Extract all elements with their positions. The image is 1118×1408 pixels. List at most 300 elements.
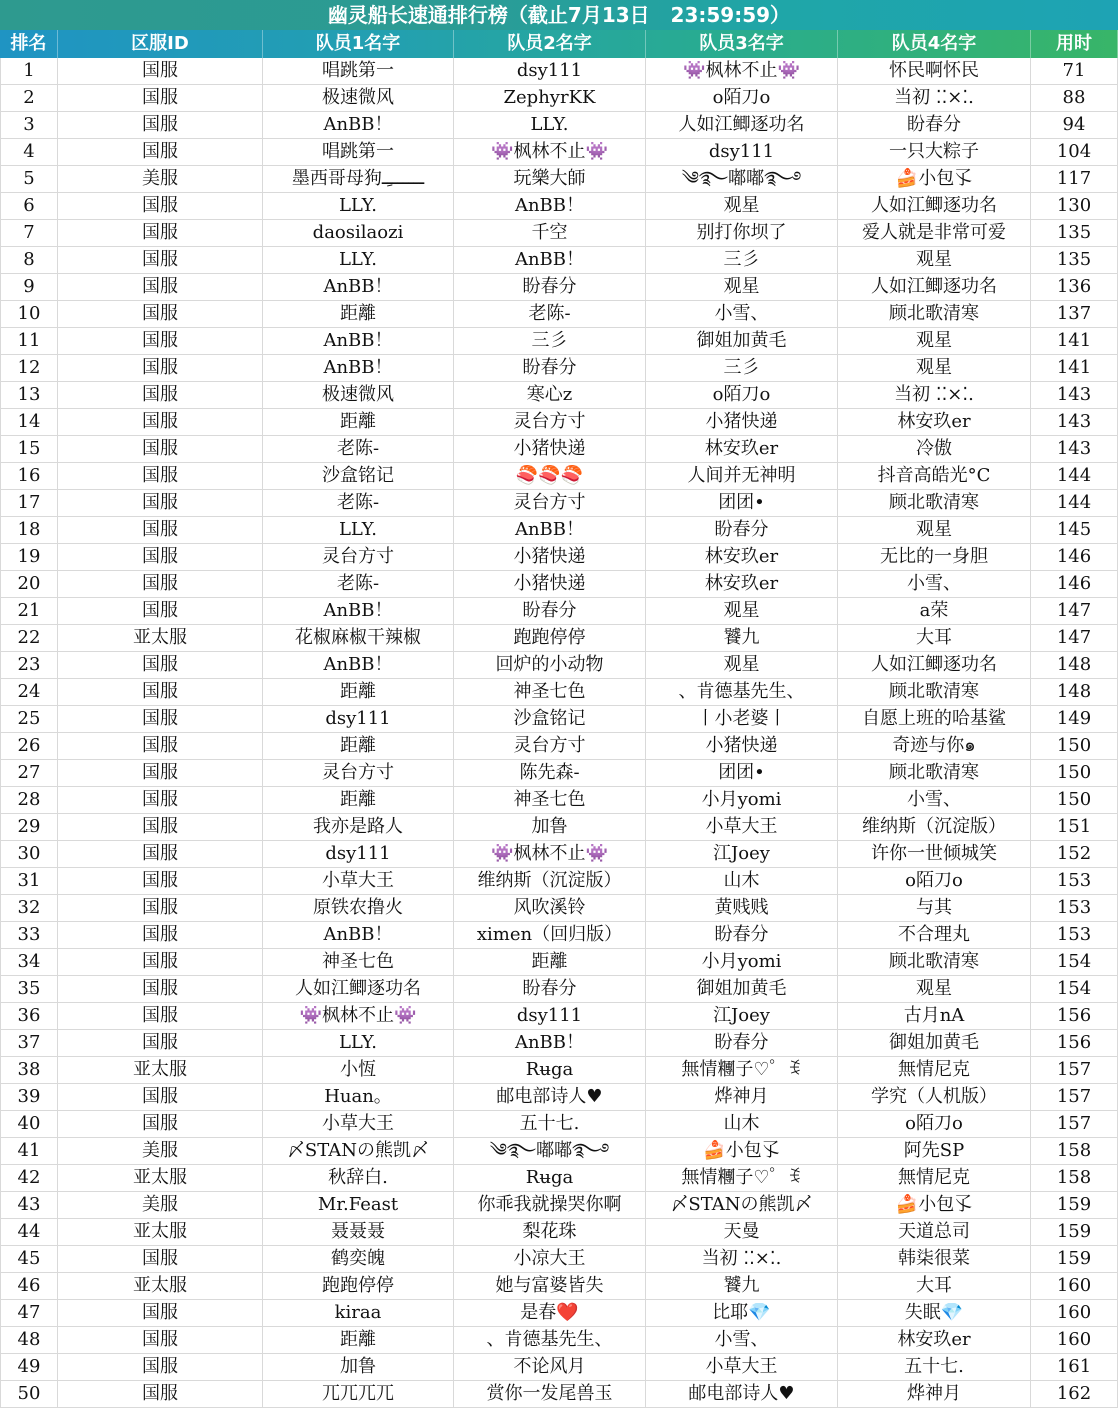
member2-cell[interactable]: 灵台方寸 bbox=[454, 733, 646, 759]
rank-cell[interactable]: 23 bbox=[0, 652, 58, 678]
member2-cell[interactable]: 神圣七色 bbox=[454, 679, 646, 705]
member1-cell[interactable]: 老陈- bbox=[263, 571, 454, 597]
member3-cell[interactable]: 邮电部诗人♥ bbox=[646, 1381, 838, 1407]
member4-cell[interactable]: a荣 bbox=[838, 598, 1031, 624]
member4-cell[interactable]: 维纳斯（沉淀版） bbox=[838, 814, 1031, 840]
member2-cell[interactable]: 风吹溪铃 bbox=[454, 895, 646, 921]
time-cell[interactable]: 161 bbox=[1031, 1354, 1118, 1380]
server-cell[interactable]: 国服 bbox=[58, 571, 263, 597]
time-cell[interactable]: 152 bbox=[1031, 841, 1118, 867]
member2-cell[interactable]: LLY. bbox=[454, 112, 646, 138]
member1-cell[interactable]: 小草大王 bbox=[263, 868, 454, 894]
member1-cell[interactable]: LLY. bbox=[263, 193, 454, 219]
member4-cell[interactable]: 怀民啊怀民 bbox=[838, 58, 1031, 84]
rank-cell[interactable]: 42 bbox=[0, 1165, 58, 1191]
member1-cell[interactable]: Huan。 bbox=[263, 1084, 454, 1110]
rank-cell[interactable]: 19 bbox=[0, 544, 58, 570]
time-cell[interactable]: 141 bbox=[1031, 355, 1118, 381]
member4-cell[interactable]: 观星 bbox=[838, 355, 1031, 381]
rank-cell[interactable]: 32 bbox=[0, 895, 58, 921]
time-cell[interactable]: 150 bbox=[1031, 787, 1118, 813]
member4-cell[interactable]: 古月nA bbox=[838, 1003, 1031, 1029]
member1-cell[interactable]: 〆STANの熊凯〆 bbox=[263, 1138, 454, 1164]
member1-cell[interactable]: 唱跳第一 bbox=[263, 139, 454, 165]
member2-cell[interactable]: 寒心z bbox=[454, 382, 646, 408]
member3-cell[interactable]: 山木 bbox=[646, 868, 838, 894]
rank-cell[interactable]: 21 bbox=[0, 598, 58, 624]
time-cell[interactable]: 150 bbox=[1031, 760, 1118, 786]
member2-cell[interactable]: 神圣七色 bbox=[454, 787, 646, 813]
member4-cell[interactable]: 不合理丸 bbox=[838, 922, 1031, 948]
server-cell[interactable]: 国服 bbox=[58, 733, 263, 759]
time-cell[interactable]: 143 bbox=[1031, 436, 1118, 462]
time-cell[interactable]: 137 bbox=[1031, 301, 1118, 327]
server-cell[interactable]: 美服 bbox=[58, 1138, 263, 1164]
member4-cell[interactable]: 观星 bbox=[838, 976, 1031, 1002]
server-cell[interactable]: 国服 bbox=[58, 652, 263, 678]
member1-cell[interactable]: 人如江鲫逐功名 bbox=[263, 976, 454, 1002]
time-cell[interactable]: 144 bbox=[1031, 490, 1118, 516]
member2-cell[interactable]: 距離 bbox=[454, 949, 646, 975]
member3-cell[interactable]: 御姐加黄毛 bbox=[646, 328, 838, 354]
member1-cell[interactable]: daosilaozi bbox=[263, 220, 454, 246]
member3-cell[interactable]: 烨神月 bbox=[646, 1084, 838, 1110]
member2-cell[interactable]: ZephyrKK bbox=[454, 85, 646, 111]
member2-cell[interactable]: 盼春分 bbox=[454, 355, 646, 381]
member1-cell[interactable]: AnBB！ bbox=[263, 355, 454, 381]
member2-cell[interactable]: 小凉大王 bbox=[454, 1246, 646, 1272]
member4-cell[interactable]: 当初 ⁚⁚×⁚. bbox=[838, 85, 1031, 111]
time-cell[interactable]: 156 bbox=[1031, 1030, 1118, 1056]
member1-cell[interactable]: 灵台方寸 bbox=[263, 760, 454, 786]
member2-cell[interactable]: 加鲁 bbox=[454, 814, 646, 840]
member2-cell[interactable]: 小猪快递 bbox=[454, 544, 646, 570]
member1-cell[interactable]: AnBB！ bbox=[263, 922, 454, 948]
member3-cell[interactable]: 别打你坝了 bbox=[646, 220, 838, 246]
time-cell[interactable]: 71 bbox=[1031, 58, 1118, 84]
server-cell[interactable]: 国服 bbox=[58, 787, 263, 813]
time-cell[interactable]: 148 bbox=[1031, 679, 1118, 705]
member1-cell[interactable]: 极速微风 bbox=[263, 382, 454, 408]
rank-cell[interactable]: 36 bbox=[0, 1003, 58, 1029]
member3-cell[interactable]: 小草大王 bbox=[646, 1354, 838, 1380]
rank-cell[interactable]: 13 bbox=[0, 382, 58, 408]
member1-cell[interactable]: LLY. bbox=[263, 1030, 454, 1056]
member2-cell[interactable]: 🍣🍣🍣 bbox=[454, 463, 646, 489]
time-cell[interactable]: 146 bbox=[1031, 544, 1118, 570]
server-cell[interactable]: 国服 bbox=[58, 1354, 263, 1380]
server-cell[interactable]: 国服 bbox=[58, 436, 263, 462]
member4-cell[interactable]: 爱人就是非常可爱 bbox=[838, 220, 1031, 246]
member4-cell[interactable]: 無情尼克 bbox=[838, 1057, 1031, 1083]
rank-cell[interactable]: 41 bbox=[0, 1138, 58, 1164]
member2-cell[interactable]: 回炉的小动物 bbox=[454, 652, 646, 678]
server-cell[interactable]: 国服 bbox=[58, 1111, 263, 1137]
member4-cell[interactable]: 阿先SP bbox=[838, 1138, 1031, 1164]
member3-cell[interactable]: o陌刀o bbox=[646, 85, 838, 111]
member2-cell[interactable]: 维纳斯（沉淀版） bbox=[454, 868, 646, 894]
member4-cell[interactable]: 当初 ⁚⁚×⁚. bbox=[838, 382, 1031, 408]
member3-cell[interactable]: dsy111 bbox=[646, 139, 838, 165]
member1-cell[interactable]: 距離 bbox=[263, 301, 454, 327]
time-cell[interactable]: 135 bbox=[1031, 247, 1118, 273]
header-time[interactable]: 用时 bbox=[1031, 30, 1118, 58]
rank-cell[interactable]: 1 bbox=[0, 58, 58, 84]
time-cell[interactable]: 154 bbox=[1031, 949, 1118, 975]
member4-cell[interactable]: 無情尼克 bbox=[838, 1165, 1031, 1191]
server-cell[interactable]: 国服 bbox=[58, 949, 263, 975]
header-rank[interactable]: 排名 bbox=[0, 30, 58, 58]
member4-cell[interactable]: 🍰小包孓 bbox=[838, 166, 1031, 192]
member1-cell[interactable]: 秋辞白. bbox=[263, 1165, 454, 1191]
rank-cell[interactable]: 44 bbox=[0, 1219, 58, 1245]
member3-cell[interactable]: 观星 bbox=[646, 193, 838, 219]
member1-cell[interactable]: 灵台方寸 bbox=[263, 544, 454, 570]
rank-cell[interactable]: 17 bbox=[0, 490, 58, 516]
member2-cell[interactable]: AnBB！ bbox=[454, 247, 646, 273]
member1-cell[interactable]: AnBB！ bbox=[263, 652, 454, 678]
member3-cell[interactable]: 盼春分 bbox=[646, 1030, 838, 1056]
rank-cell[interactable]: 39 bbox=[0, 1084, 58, 1110]
member1-cell[interactable]: LLY. bbox=[263, 247, 454, 273]
member3-cell[interactable]: 小草大王 bbox=[646, 814, 838, 840]
member3-cell[interactable]: 丨小老婆丨 bbox=[646, 706, 838, 732]
rank-cell[interactable]: 40 bbox=[0, 1111, 58, 1137]
rank-cell[interactable]: 28 bbox=[0, 787, 58, 813]
member3-cell[interactable]: 三彡 bbox=[646, 247, 838, 273]
member3-cell[interactable]: 观星 bbox=[646, 652, 838, 678]
rank-cell[interactable]: 34 bbox=[0, 949, 58, 975]
server-cell[interactable]: 国服 bbox=[58, 463, 263, 489]
member3-cell[interactable]: 天曼 bbox=[646, 1219, 838, 1245]
member3-cell[interactable]: 人间并无神明 bbox=[646, 463, 838, 489]
member3-cell[interactable]: 团团• bbox=[646, 760, 838, 786]
member2-cell[interactable]: 是春❤️ bbox=[454, 1300, 646, 1326]
server-cell[interactable]: 国服 bbox=[58, 814, 263, 840]
rank-cell[interactable]: 46 bbox=[0, 1273, 58, 1299]
member4-cell[interactable]: 烨神月 bbox=[838, 1381, 1031, 1407]
member3-cell[interactable]: 小雪、 bbox=[646, 301, 838, 327]
server-cell[interactable]: 国服 bbox=[58, 1084, 263, 1110]
member4-cell[interactable]: 与其 bbox=[838, 895, 1031, 921]
rank-cell[interactable]: 31 bbox=[0, 868, 58, 894]
server-cell[interactable]: 亚太服 bbox=[58, 1219, 263, 1245]
member2-cell[interactable]: 跑跑停停 bbox=[454, 625, 646, 651]
member2-cell[interactable]: 、肯德基先生、 bbox=[454, 1327, 646, 1353]
server-cell[interactable]: 国服 bbox=[58, 382, 263, 408]
member2-cell[interactable]: 老陈- bbox=[454, 301, 646, 327]
rank-cell[interactable]: 29 bbox=[0, 814, 58, 840]
member2-cell[interactable]: 灵台方寸 bbox=[454, 490, 646, 516]
time-cell[interactable]: 157 bbox=[1031, 1057, 1118, 1083]
time-cell[interactable]: 153 bbox=[1031, 868, 1118, 894]
member4-cell[interactable]: 韩柒很菜 bbox=[838, 1246, 1031, 1272]
member3-cell[interactable]: 三彡 bbox=[646, 355, 838, 381]
member4-cell[interactable]: 冷傲 bbox=[838, 436, 1031, 462]
time-cell[interactable]: 159 bbox=[1031, 1219, 1118, 1245]
member3-cell[interactable]: 比耶💎 bbox=[646, 1300, 838, 1326]
rank-cell[interactable]: 38 bbox=[0, 1057, 58, 1083]
server-cell[interactable]: 国服 bbox=[58, 58, 263, 84]
member4-cell[interactable]: 人如江鲫逐功名 bbox=[838, 274, 1031, 300]
member3-cell[interactable]: ༄࿐嘟嘟࿐࿔ bbox=[646, 166, 838, 192]
member4-cell[interactable]: 观星 bbox=[838, 247, 1031, 273]
member3-cell[interactable]: 林安玖er bbox=[646, 544, 838, 570]
rank-cell[interactable]: 22 bbox=[0, 625, 58, 651]
time-cell[interactable]: 158 bbox=[1031, 1138, 1118, 1164]
member1-cell[interactable]: AnBB！ bbox=[263, 274, 454, 300]
time-cell[interactable]: 146 bbox=[1031, 571, 1118, 597]
member3-cell[interactable]: 山木 bbox=[646, 1111, 838, 1137]
member4-cell[interactable]: 学究（人机版） bbox=[838, 1084, 1031, 1110]
time-cell[interactable]: 147 bbox=[1031, 598, 1118, 624]
member1-cell[interactable]: AnBB！ bbox=[263, 598, 454, 624]
member3-cell[interactable]: 观星 bbox=[646, 274, 838, 300]
member2-cell[interactable]: AnBB！ bbox=[454, 193, 646, 219]
member4-cell[interactable]: 林安玖er bbox=[838, 1327, 1031, 1353]
member2-cell[interactable]: 小猪快递 bbox=[454, 436, 646, 462]
member4-cell[interactable]: 御姐加黄毛 bbox=[838, 1030, 1031, 1056]
member2-cell[interactable]: 小猪快递 bbox=[454, 571, 646, 597]
member1-cell[interactable]: 我亦是路人 bbox=[263, 814, 454, 840]
rank-cell[interactable]: 43 bbox=[0, 1192, 58, 1218]
member4-cell[interactable]: 自愿上班的哈基鲨 bbox=[838, 706, 1031, 732]
member4-cell[interactable]: o陌刀o bbox=[838, 1111, 1031, 1137]
rank-cell[interactable]: 12 bbox=[0, 355, 58, 381]
server-cell[interactable]: 亚太服 bbox=[58, 1273, 263, 1299]
server-cell[interactable]: 亚太服 bbox=[58, 625, 263, 651]
rank-cell[interactable]: 37 bbox=[0, 1030, 58, 1056]
time-cell[interactable]: 145 bbox=[1031, 517, 1118, 543]
member2-cell[interactable]: 灵台方寸 bbox=[454, 409, 646, 435]
server-cell[interactable]: 国服 bbox=[58, 679, 263, 705]
member2-cell[interactable]: 三彡 bbox=[454, 328, 646, 354]
member3-cell[interactable]: 江Joey bbox=[646, 1003, 838, 1029]
member3-cell[interactable]: 、肯德基先生、 bbox=[646, 679, 838, 705]
member1-cell[interactable]: 花椒麻椒干辣椒 bbox=[263, 625, 454, 651]
rank-cell[interactable]: 27 bbox=[0, 760, 58, 786]
time-cell[interactable]: 159 bbox=[1031, 1246, 1118, 1272]
member2-cell[interactable]: Rʉga bbox=[454, 1057, 646, 1083]
rank-cell[interactable]: 35 bbox=[0, 976, 58, 1002]
member1-cell[interactable]: kiraa bbox=[263, 1300, 454, 1326]
member3-cell[interactable]: 观星 bbox=[646, 598, 838, 624]
member4-cell[interactable]: 天道总司 bbox=[838, 1219, 1031, 1245]
rank-cell[interactable]: 15 bbox=[0, 436, 58, 462]
rank-cell[interactable]: 47 bbox=[0, 1300, 58, 1326]
member3-cell[interactable]: 黄贱贱 bbox=[646, 895, 838, 921]
member2-cell[interactable]: 不论风月 bbox=[454, 1354, 646, 1380]
member4-cell[interactable]: 奇迹与你๑ bbox=[838, 733, 1031, 759]
member4-cell[interactable]: 观星 bbox=[838, 517, 1031, 543]
member4-cell[interactable]: 顾北歌清寒 bbox=[838, 490, 1031, 516]
server-cell[interactable]: 国服 bbox=[58, 490, 263, 516]
member4-cell[interactable]: 一只大粽子 bbox=[838, 139, 1031, 165]
server-cell[interactable]: 国服 bbox=[58, 868, 263, 894]
member1-cell[interactable]: 小草大王 bbox=[263, 1111, 454, 1137]
member1-cell[interactable]: 距離 bbox=[263, 679, 454, 705]
server-cell[interactable]: 国服 bbox=[58, 409, 263, 435]
server-cell[interactable]: 国服 bbox=[58, 139, 263, 165]
time-cell[interactable]: 130 bbox=[1031, 193, 1118, 219]
rank-cell[interactable]: 8 bbox=[0, 247, 58, 273]
member1-cell[interactable]: 老陈- bbox=[263, 436, 454, 462]
server-cell[interactable]: 国服 bbox=[58, 85, 263, 111]
member3-cell[interactable]: 江Joey bbox=[646, 841, 838, 867]
member1-cell[interactable]: 跑跑停停 bbox=[263, 1273, 454, 1299]
member2-cell[interactable]: 玩樂大師 bbox=[454, 166, 646, 192]
time-cell[interactable]: 88 bbox=[1031, 85, 1118, 111]
member2-cell[interactable]: dsy111 bbox=[454, 1003, 646, 1029]
member4-cell[interactable]: 大耳 bbox=[838, 1273, 1031, 1299]
member4-cell[interactable]: 顾北歌清寒 bbox=[838, 760, 1031, 786]
time-cell[interactable]: 149 bbox=[1031, 706, 1118, 732]
time-cell[interactable]: 158 bbox=[1031, 1165, 1118, 1191]
time-cell[interactable]: 135 bbox=[1031, 220, 1118, 246]
rank-cell[interactable]: 49 bbox=[0, 1354, 58, 1380]
member3-cell[interactable]: 無情糰子♡゜ꉂ bbox=[646, 1057, 838, 1083]
header-member2[interactable]: 队员2名字 bbox=[454, 30, 646, 58]
member4-cell[interactable]: 无比的一身胆 bbox=[838, 544, 1031, 570]
member4-cell[interactable]: 林安玖er bbox=[838, 409, 1031, 435]
member3-cell[interactable]: 饕九 bbox=[646, 1273, 838, 1299]
time-cell[interactable]: 150 bbox=[1031, 733, 1118, 759]
member4-cell[interactable]: 人如江鲫逐功名 bbox=[838, 193, 1031, 219]
member2-cell[interactable]: 盼春分 bbox=[454, 598, 646, 624]
member1-cell[interactable]: dsy111 bbox=[263, 841, 454, 867]
member3-cell[interactable]: 小猪快递 bbox=[646, 733, 838, 759]
rank-cell[interactable]: 11 bbox=[0, 328, 58, 354]
member3-cell[interactable]: 当初 ⁚⁚×⁚. bbox=[646, 1246, 838, 1272]
server-cell[interactable]: 国服 bbox=[58, 517, 263, 543]
server-cell[interactable]: 国服 bbox=[58, 1300, 263, 1326]
member2-cell[interactable]: 盼春分 bbox=[454, 976, 646, 1002]
member1-cell[interactable]: 小恆 bbox=[263, 1057, 454, 1083]
rank-cell[interactable]: 4 bbox=[0, 139, 58, 165]
rank-cell[interactable]: 25 bbox=[0, 706, 58, 732]
member3-cell[interactable]: 御姐加黄毛 bbox=[646, 976, 838, 1002]
member4-cell[interactable]: 顾北歌清寒 bbox=[838, 679, 1031, 705]
member3-cell[interactable]: 盼春分 bbox=[646, 517, 838, 543]
member3-cell[interactable]: 👾枫林不止👾 bbox=[646, 58, 838, 84]
rank-cell[interactable]: 20 bbox=[0, 571, 58, 597]
member1-cell[interactable]: 墨西哥母狗ـــــــِـ bbox=[263, 166, 454, 192]
time-cell[interactable]: 159 bbox=[1031, 1192, 1118, 1218]
server-cell[interactable]: 国服 bbox=[58, 193, 263, 219]
server-cell[interactable]: 亚太服 bbox=[58, 1165, 263, 1191]
member4-cell[interactable]: 🍰小包孓 bbox=[838, 1192, 1031, 1218]
member3-cell[interactable]: 〆STANの熊凯〆 bbox=[646, 1192, 838, 1218]
member1-cell[interactable]: AnBB！ bbox=[263, 112, 454, 138]
rank-cell[interactable]: 45 bbox=[0, 1246, 58, 1272]
member2-cell[interactable]: 她与富婆皆失 bbox=[454, 1273, 646, 1299]
time-cell[interactable]: 157 bbox=[1031, 1111, 1118, 1137]
time-cell[interactable]: 148 bbox=[1031, 652, 1118, 678]
server-cell[interactable]: 国服 bbox=[58, 895, 263, 921]
member1-cell[interactable]: 👾枫林不止👾 bbox=[263, 1003, 454, 1029]
member2-cell[interactable]: dsy111 bbox=[454, 58, 646, 84]
rank-cell[interactable]: 5 bbox=[0, 166, 58, 192]
server-cell[interactable]: 美服 bbox=[58, 1192, 263, 1218]
rank-cell[interactable]: 9 bbox=[0, 274, 58, 300]
server-cell[interactable]: 国服 bbox=[58, 922, 263, 948]
time-cell[interactable]: 160 bbox=[1031, 1327, 1118, 1353]
member2-cell[interactable]: 陈先森- bbox=[454, 760, 646, 786]
member1-cell[interactable]: 兀兀兀兀 bbox=[263, 1381, 454, 1407]
member4-cell[interactable]: 观星 bbox=[838, 328, 1031, 354]
member4-cell[interactable]: o陌刀o bbox=[838, 868, 1031, 894]
member1-cell[interactable]: AnBB！ bbox=[263, 328, 454, 354]
server-cell[interactable]: 国服 bbox=[58, 598, 263, 624]
member1-cell[interactable]: 沙盒铭记 bbox=[263, 463, 454, 489]
member4-cell[interactable]: 失眠💎 bbox=[838, 1300, 1031, 1326]
member2-cell[interactable]: AnBB！ bbox=[454, 1030, 646, 1056]
member4-cell[interactable]: 许你一世倾城笑 bbox=[838, 841, 1031, 867]
member4-cell[interactable]: 五十七. bbox=[838, 1354, 1031, 1380]
member1-cell[interactable]: Mr.Feast bbox=[263, 1192, 454, 1218]
member1-cell[interactable]: dsy111 bbox=[263, 706, 454, 732]
rank-cell[interactable]: 7 bbox=[0, 220, 58, 246]
member1-cell[interactable]: LLY. bbox=[263, 517, 454, 543]
server-cell[interactable]: 国服 bbox=[58, 1381, 263, 1407]
time-cell[interactable]: 157 bbox=[1031, 1084, 1118, 1110]
member2-cell[interactable]: Rʉga bbox=[454, 1165, 646, 1191]
member4-cell[interactable]: 小雪、 bbox=[838, 571, 1031, 597]
time-cell[interactable]: 156 bbox=[1031, 1003, 1118, 1029]
member2-cell[interactable]: ximen（回归版） bbox=[454, 922, 646, 948]
time-cell[interactable]: 141 bbox=[1031, 328, 1118, 354]
member3-cell[interactable]: 人如江鲫逐功名 bbox=[646, 112, 838, 138]
server-cell[interactable]: 国服 bbox=[58, 544, 263, 570]
rank-cell[interactable]: 26 bbox=[0, 733, 58, 759]
member1-cell[interactable]: 加鲁 bbox=[263, 1354, 454, 1380]
time-cell[interactable]: 151 bbox=[1031, 814, 1118, 840]
time-cell[interactable]: 94 bbox=[1031, 112, 1118, 138]
server-cell[interactable]: 国服 bbox=[58, 355, 263, 381]
member2-cell[interactable]: 你乖我就操哭你啊 bbox=[454, 1192, 646, 1218]
member2-cell[interactable]: 梨花珠 bbox=[454, 1219, 646, 1245]
member4-cell[interactable]: 盼春分 bbox=[838, 112, 1031, 138]
member1-cell[interactable]: 距離 bbox=[263, 1327, 454, 1353]
rank-cell[interactable]: 2 bbox=[0, 85, 58, 111]
server-cell[interactable]: 国服 bbox=[58, 841, 263, 867]
member1-cell[interactable]: 距離 bbox=[263, 787, 454, 813]
member2-cell[interactable]: 邮电部诗人♥ bbox=[454, 1084, 646, 1110]
member4-cell[interactable]: 顾北歌清寒 bbox=[838, 301, 1031, 327]
server-cell[interactable]: 美服 bbox=[58, 166, 263, 192]
member3-cell[interactable]: 小猪快递 bbox=[646, 409, 838, 435]
member2-cell[interactable]: 👾枫林不止👾 bbox=[454, 139, 646, 165]
server-cell[interactable]: 亚太服 bbox=[58, 1057, 263, 1083]
member2-cell[interactable]: 沙盒铭记 bbox=[454, 706, 646, 732]
server-cell[interactable]: 国服 bbox=[58, 706, 263, 732]
member4-cell[interactable]: 人如江鲫逐功名 bbox=[838, 652, 1031, 678]
member3-cell[interactable]: 饕九 bbox=[646, 625, 838, 651]
time-cell[interactable]: 117 bbox=[1031, 166, 1118, 192]
member3-cell[interactable]: o陌刀o bbox=[646, 382, 838, 408]
server-cell[interactable]: 国服 bbox=[58, 1003, 263, 1029]
header-member4[interactable]: 队员4名字 bbox=[838, 30, 1031, 58]
server-cell[interactable]: 国服 bbox=[58, 301, 263, 327]
member1-cell[interactable]: 唱跳第一 bbox=[263, 58, 454, 84]
member2-cell[interactable]: 👾枫林不止👾 bbox=[454, 841, 646, 867]
member2-cell[interactable]: AnBB！ bbox=[454, 517, 646, 543]
member1-cell[interactable]: 鹤奕魄 bbox=[263, 1246, 454, 1272]
rank-cell[interactable]: 3 bbox=[0, 112, 58, 138]
member1-cell[interactable]: 原铁农撸火 bbox=[263, 895, 454, 921]
header-server[interactable]: 区服ID bbox=[58, 30, 263, 58]
member1-cell[interactable]: 聂聂聂 bbox=[263, 1219, 454, 1245]
